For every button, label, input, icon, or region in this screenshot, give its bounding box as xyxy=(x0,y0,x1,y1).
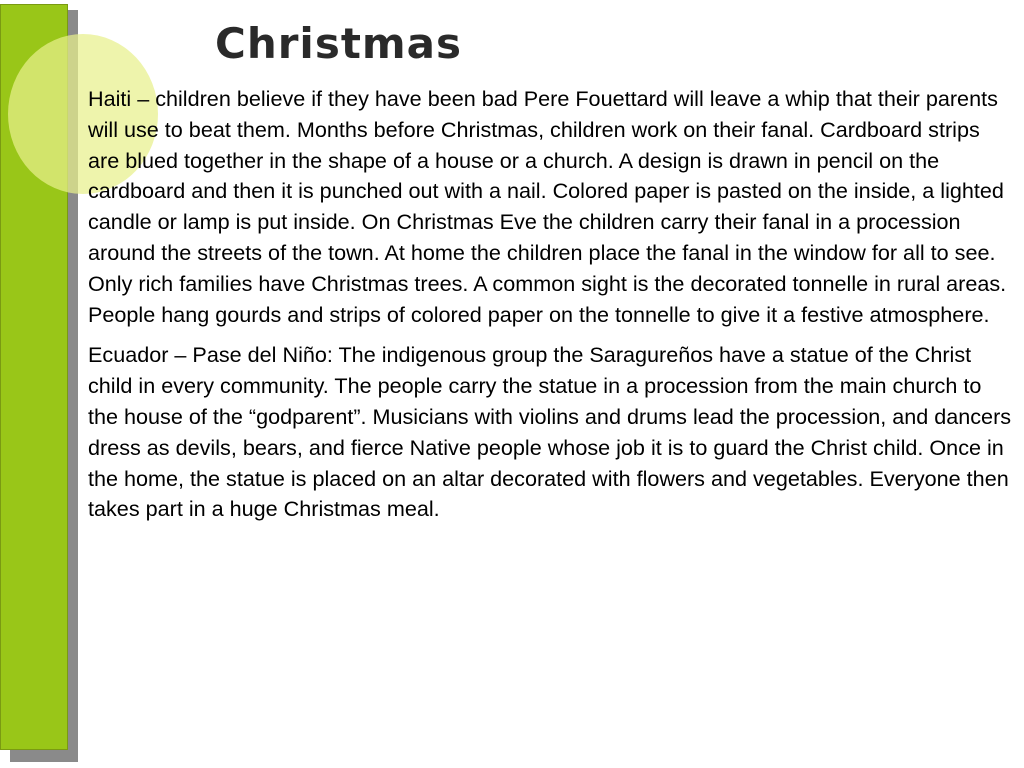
paragraph-ecuador: Ecuador – Pase del Niño: The indigenous group the Saragureños have a statue of the Christ child in every community. The people carry the statue in a procession from the main church to the house of the “godparent”. Musicians with violins and drums lead the procession, and dancers dress as devils, bears, and fierce Native people whose job it is to guard the Christ child. Once in the home, the statue is placed on an altar decorated with flowers and vegetables. Everyone then takes part in a huge Christmas meal. xyxy=(88,342,1012,522)
slide-title: Christmas xyxy=(215,19,463,68)
slide-body xyxy=(88,84,1013,535)
paragraph-haiti: Haiti – children believe if they have been bad Pere Fouettard will leave a whip that their parents will use to beat them. Months before Christmas, children work on their fanal. Cardboard strips are blued together in the shape of a house or a church. A design is drawn in pencil on the cardboard and then it is punched out with a nail. Colored paper is pasted on the inside, a lighted candle or lamp is put inside. On Christmas Eve the children carry their fanal in a procession around the streets of the town. At home the children place the fanal in the window for all to see. Only rich families have Christmas trees. A common sight is the decorated tonnelle in rural areas. People hang gourds and strips of colored paper on the tonnelle to give it a festive atmosphere. xyxy=(88,86,1007,327)
